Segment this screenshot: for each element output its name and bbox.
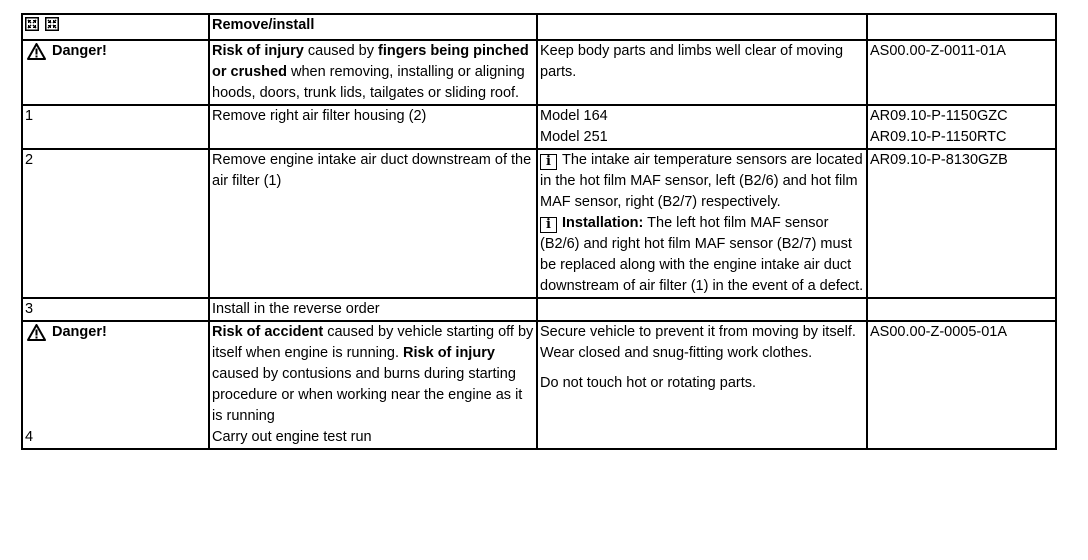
model-item: Model 251 (540, 129, 608, 145)
empty-cell (867, 298, 1056, 321)
info-icon: i (540, 154, 557, 170)
header-empty-4 (867, 14, 1056, 40)
danger-measure: Keep body parts and limbs well clear of moving parts. (537, 40, 867, 105)
header-row (22, 14, 1056, 40)
danger-label-cell (22, 40, 209, 105)
reference-link[interactable]: AR09.10-P-8130GZB (867, 149, 1056, 298)
measure-item: Wear closed and snug-fitting work clothes. (540, 345, 813, 361)
warning-icon (27, 324, 46, 341)
procedure-table (21, 13, 1057, 450)
step-number: 2 (22, 149, 209, 298)
step-row-3 (22, 298, 1056, 321)
danger-row-2 (22, 321, 1056, 449)
collapse-icon[interactable] (45, 17, 59, 31)
step-text: Remove engine intake air duct downstream of the air filter (1) (209, 149, 537, 298)
header-title: Remove/install (209, 14, 537, 40)
step-number: 4 (25, 429, 34, 445)
step-row-2 (22, 149, 1056, 298)
step-text: Carry out engine test run (212, 429, 372, 445)
step-notes (537, 149, 867, 298)
danger-label-cell (22, 321, 209, 449)
step-row-1 (22, 105, 1056, 149)
model-item: Model 164 (540, 108, 608, 124)
reference-list (867, 105, 1056, 149)
danger-label: Danger! (52, 43, 107, 59)
header-empty-3 (537, 14, 867, 40)
warning-icon (27, 43, 46, 60)
step-number: 1 (22, 105, 209, 149)
step-text: Remove right air filter housing (2) (209, 105, 537, 149)
reference-link[interactable]: AR09.10-P-1150GZC (870, 108, 1008, 124)
reference-link[interactable]: AR09.10-P-1150RTC (870, 129, 1007, 145)
danger-measures (537, 321, 867, 449)
danger-reference[interactable]: AS00.00-Z-0011-01A (867, 40, 1056, 105)
measure-item: Do not touch hot or rotating parts. (540, 375, 757, 391)
note-info: i The intake air temperature sensors are located in the hot film MAF sensor, left (B2/6) and hot film MAF sensor, right (B2/7) respectively. (540, 152, 863, 210)
expand-icon[interactable] (25, 17, 39, 31)
danger-reference[interactable]: AS00.00-Z-0005-01A (867, 321, 1056, 449)
danger-description: Risk of accident caused by vehicle starting off by itself when engine is running. Risk of injury caused by contusions and burns during starting procedure or when working near the engine as it is running Carry out engine test run (209, 321, 537, 449)
step-text: Install in the reverse order (209, 298, 537, 321)
info-icon: i (540, 217, 557, 233)
danger-description: Risk of injury caused by fingers being pinched or crushed when removing, installing or aligning hoods, doors, trunk lids, tailgates or sliding roof. (209, 40, 537, 105)
danger-row-1 (22, 40, 1056, 105)
measure-item: Secure vehicle to prevent it from moving by itself. (540, 324, 856, 340)
step-number: 3 (22, 298, 209, 321)
empty-cell (537, 298, 867, 321)
model-list (537, 105, 867, 149)
header-icons-cell (22, 14, 209, 40)
note-installation: i Installation: The left hot film MAF sensor (B2/6) and right hot film MAF sensor (B2/7) must be replaced along with the engine intake air duct downstream of air filter (1) in the event of a defect. (540, 215, 864, 294)
danger-label: Danger! (52, 324, 107, 340)
